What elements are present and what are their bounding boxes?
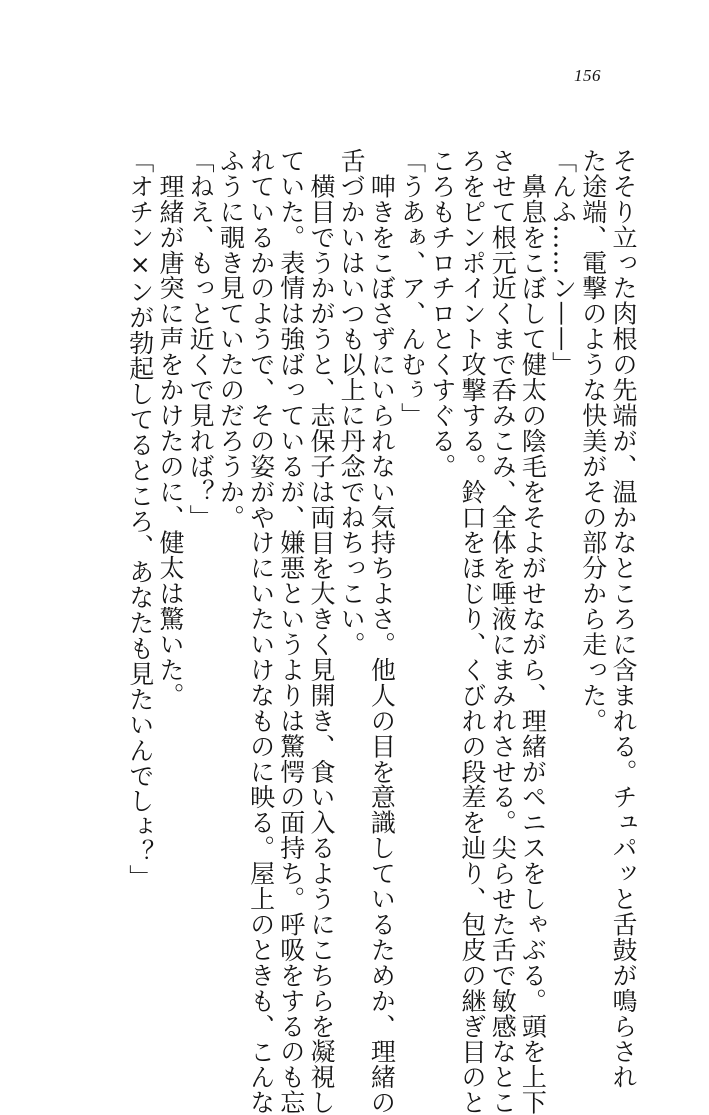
page-number: 156 bbox=[574, 66, 601, 85]
text-line: ろをピンポイント攻撃する。鈴口をほじり、くびれの段差を辿り、包皮の継ぎ目のと bbox=[457, 148, 487, 1115]
text-line: ていた。表情は強ばっているが、嫌悪というよりは驚愕の面持ち。呼吸をするのも忘 bbox=[276, 148, 306, 1115]
text-line: ふうに覗き見ていたのだろうか。 bbox=[216, 148, 246, 530]
text-line: 「うあぁ、ア、んむぅ」 bbox=[397, 148, 427, 428]
text-line: 「オチン×ンが勃起してるところ、あなたも見たいんでしょ？」 bbox=[125, 148, 155, 891]
text-line: 理緒が唐突に声をかけたのに、健太は驚いた。 bbox=[155, 148, 185, 708]
text-line: 横目でうかがうと、志保子は両目を大きく見開き、食い入るようにこちらを凝視し bbox=[306, 148, 336, 1115]
text-line: た途端、電撃のような快美がその部分から走った。 bbox=[578, 148, 608, 734]
text-line: 鼻息をこぼして健太の陰毛をそよがせながら、理緒がペニスをしゃぶる。頭を上下 bbox=[518, 148, 548, 1115]
body-text bbox=[58, 148, 638, 1115]
text-line: 「ねえ、もっと近くで見れば？」 bbox=[186, 148, 216, 530]
text-line: れているかのようで、その姿がやけにいたいけなものに映る。屋上のときも、こんな bbox=[246, 148, 276, 1115]
text-line: そそり立った肉根の先端が、温かなところに含まれる。チュパッと舌鼓が鳴らされ bbox=[609, 148, 638, 1090]
text-line: 「んふ……ン——」 bbox=[548, 148, 578, 378]
text-line: ころもチロチロとくすぐる。 bbox=[427, 148, 457, 479]
text-line: 呻きをこぼさずにいられない気持ちよさ。他人の目を意識しているためか、理緒の bbox=[367, 148, 397, 1115]
text-line: 舌づかいはいつも以上に丹念でねちっこい。 bbox=[337, 148, 367, 657]
text-line: させて根元近くまで呑みこみ、全体を唾液にまみれさせる。尖らせた舌で敏感なとこ bbox=[488, 148, 518, 1115]
